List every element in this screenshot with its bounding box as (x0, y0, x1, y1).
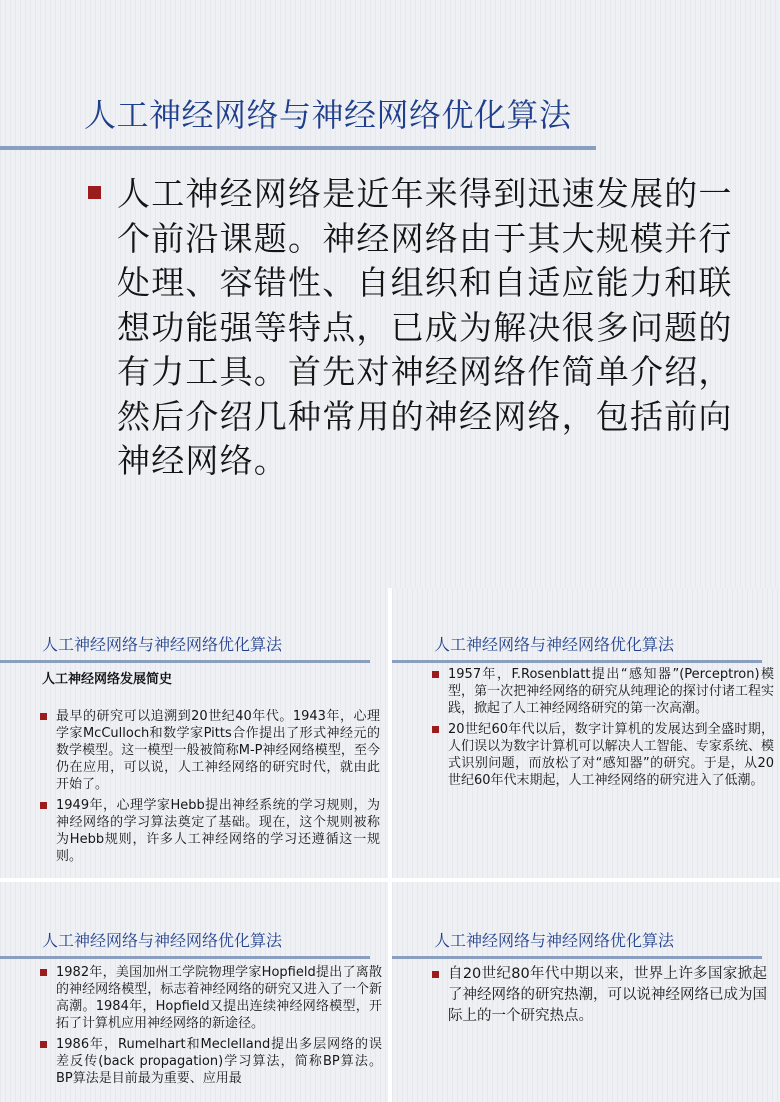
bullet-list (40, 708, 380, 869)
title-divider (0, 660, 370, 663)
square-bullet-icon (432, 726, 439, 733)
slide-title: 人工神经网络与神经网络优化算法 (42, 931, 283, 950)
list-item-text: 1957年，F.Rosenblatt提出“感知器”(Perceptron)模型，第一次把神经网络的研究从纯理论的探讨付诸工程实践，掀起了人工神经网络研究的第一次高潮。 (448, 667, 774, 716)
list-item (40, 797, 380, 865)
list-item (40, 708, 380, 793)
list-item-text: 1986年，Rumelhart和Meclelland提出多层网络的误差反传(back propagation)学习算法，简称BP算法。BP算法是目前最为重要、应用最 (56, 1037, 382, 1086)
bullet-item (88, 172, 748, 484)
slide-history-1 (0, 588, 388, 878)
square-bullet-icon (40, 713, 47, 720)
title-divider (0, 146, 596, 150)
list-item (432, 721, 774, 789)
square-bullet-icon (432, 671, 439, 678)
list-item-text: 1982年，美国加州工学院物理学家Hopfield提出了离散的神经网络模型，标志着神经网络的研究又进入了一个新高潮。1984年，Hopfield又提出连续神经网络模型，开拓了计算机应用神经网络的新途径。 (56, 965, 382, 1031)
section-heading: 人工神经网络发展简史 (42, 672, 173, 687)
bullet-list (40, 964, 382, 1091)
square-bullet-icon (432, 971, 439, 978)
square-bullet-icon (40, 1041, 47, 1048)
list-item-text: 自20世纪80年代中期以来，世界上许多国家掀起了神经网络的研究热潮，可以说神经网络已成为国际上的一个研究热点。 (448, 966, 767, 1024)
slide-title: 人工神经网络与神经网络优化算法 (42, 635, 283, 654)
list-item (40, 964, 382, 1032)
slide-history-3 (0, 882, 388, 1102)
list-item (40, 1036, 382, 1087)
list-item-text: 1949年，心理学家Hebb提出神经系统的学习规则，为神经网络的学习算法奠定了基础。现在，这个规则被称为Hebb规则，许多人工神经网络的学习还遵循这一规则。 (56, 798, 380, 864)
slide-history-4 (392, 882, 780, 1102)
bullet-text: 人工神经网络是近年来得到迅速发展的一个前沿课题。神经网络由于其大规模并行处理、容错性、自组织和自适应能力和联想功能强等特点，已成为解决很多问题的有力工具。首先对神经网络作简单介绍，然后介绍几种常用的神经网络，包括前向神经网络。 (117, 174, 733, 480)
list-item-text: 最早的研究可以追溯到20世纪40年代。1943年，心理学家McCulloch和数学家Pitts合作提出了形式神经元的数学模型。这一模型一般被简称M-P神经网络模型，至今仍在应用，可以说，人工神经网络的研究时代，就由此开始了。 (56, 709, 380, 792)
slide-title: 人工神经网络与神经网络优化算法 (434, 635, 675, 654)
list-item-text: 20世纪60年代以后，数字计算机的发展达到全盛时期，人们误以为数字计算机可以解决人工智能、专家系统、模式识别问题，而放松了对“感知器”的研究。于是，从20世纪60年代末期起，人工神经网络的研究进入了低潮。 (448, 722, 774, 788)
bullet-list (432, 964, 767, 1031)
slide-title: 人工神经网络与神经网络优化算法 (434, 931, 675, 950)
bullet-list (432, 666, 774, 793)
title-divider (392, 660, 762, 663)
square-bullet-icon (88, 186, 101, 199)
slide-title: 人工神经网络与神经网络优化算法 (84, 96, 572, 134)
list-item (432, 666, 774, 717)
square-bullet-icon (40, 802, 47, 809)
list-item (432, 964, 767, 1027)
slide-history-2 (392, 588, 780, 878)
title-divider (0, 956, 370, 959)
title-divider (392, 956, 762, 959)
square-bullet-icon (40, 969, 47, 976)
